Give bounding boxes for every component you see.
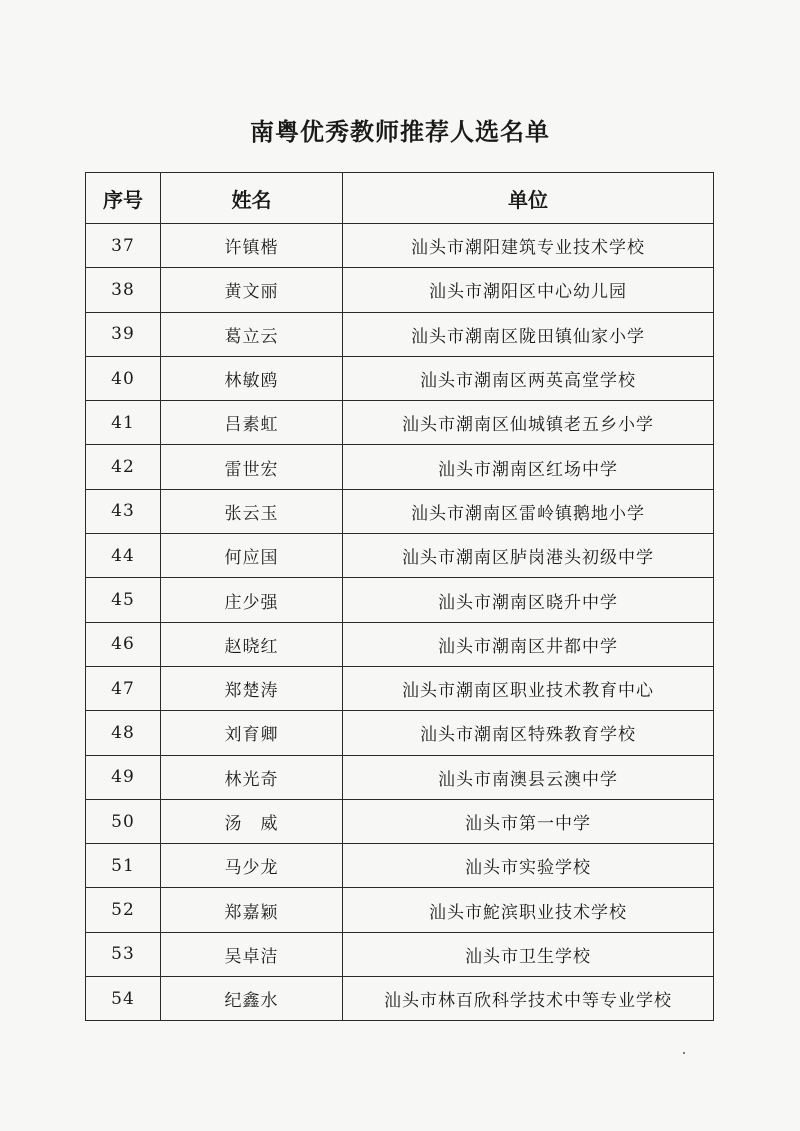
seq-cell: 42 (86, 445, 161, 489)
seq-cell: 54 (86, 977, 161, 1021)
name-cell: 雷世宏 (161, 445, 343, 489)
name-cell: 许镇楷 (161, 224, 343, 268)
unit-cell: 汕头市潮南区红场中学 (343, 445, 714, 489)
seq-cell: 47 (86, 666, 161, 710)
unit-cell: 汕头市潮南区雷岭镇鹅地小学 (343, 489, 714, 533)
table-row (86, 534, 714, 578)
name-cell: 葛立云 (161, 312, 343, 356)
unit-cell: 汕头市林百欣科学技术中等专业学校 (343, 977, 714, 1021)
seq-cell: 38 (86, 268, 161, 312)
table-row (86, 401, 714, 445)
table-row (86, 799, 714, 843)
name-cell: 林敏鸥 (161, 356, 343, 400)
name-cell: 何应国 (161, 534, 343, 578)
name-cell: 郑嘉颖 (161, 888, 343, 932)
unit-cell: 汕头市潮南区两英高堂学校 (343, 356, 714, 400)
unit-cell: 汕头市实验学校 (343, 844, 714, 888)
header-unit: 单位 (343, 173, 714, 224)
seq-cell: 51 (86, 844, 161, 888)
seq-cell: 52 (86, 888, 161, 932)
name-cell: 刘育卿 (161, 711, 343, 755)
name-cell: 林光奇 (161, 755, 343, 799)
name-cell: 黄文丽 (161, 268, 343, 312)
unit-cell: 汕头市南澳县云澳中学 (343, 755, 714, 799)
seq-cell: 37 (86, 224, 161, 268)
table-row (86, 666, 714, 710)
table-body (86, 224, 714, 1021)
unit-cell: 汕头市卫生学校 (343, 932, 714, 976)
page-title: 南粤优秀教师推荐人选名单 (250, 117, 550, 146)
name-cell: 赵晓红 (161, 622, 343, 666)
unit-cell: 汕头市潮阳区中心幼儿园 (343, 268, 714, 312)
seq-cell: 48 (86, 711, 161, 755)
table-row (86, 578, 714, 622)
table-row (86, 888, 714, 932)
table-row (86, 844, 714, 888)
unit-cell: 汕头市潮南区晓升中学 (343, 578, 714, 622)
table-header-row (86, 173, 714, 224)
table-row (86, 622, 714, 666)
table-row (86, 977, 714, 1021)
name-cell: 郑楚涛 (161, 666, 343, 710)
unit-cell: 汕头市潮南区井都中学 (343, 622, 714, 666)
unit-cell: 汕头市潮南区特殊教育学校 (343, 711, 714, 755)
unit-cell: 汕头市第一中学 (343, 799, 714, 843)
seq-cell: 41 (86, 401, 161, 445)
scan-speck (683, 1052, 685, 1054)
name-cell: 吕素虹 (161, 401, 343, 445)
table-row (86, 224, 714, 268)
unit-cell: 汕头市鮀滨职业技术学校 (343, 888, 714, 932)
table-row (86, 489, 714, 533)
name-cell: 张云玉 (161, 489, 343, 533)
seq-cell: 44 (86, 534, 161, 578)
seq-cell: 46 (86, 622, 161, 666)
nominee-table (85, 172, 714, 1021)
unit-cell: 汕头市潮南区胪岗港头初级中学 (343, 534, 714, 578)
table-row (86, 445, 714, 489)
seq-cell: 45 (86, 578, 161, 622)
header-name: 姓名 (161, 173, 343, 224)
unit-cell: 汕头市潮阳建筑专业技术学校 (343, 224, 714, 268)
table-row (86, 711, 714, 755)
table-row (86, 755, 714, 799)
unit-cell: 汕头市潮南区仙城镇老五乡小学 (343, 401, 714, 445)
table-row (86, 356, 714, 400)
name-cell: 吴卓洁 (161, 932, 343, 976)
unit-cell: 汕头市潮南区陇田镇仙家小学 (343, 312, 714, 356)
name-cell: 庄少强 (161, 578, 343, 622)
name-cell: 纪鑫水 (161, 977, 343, 1021)
seq-cell: 39 (86, 312, 161, 356)
name-cell: 汤 威 (161, 799, 343, 843)
table-row (86, 932, 714, 976)
seq-cell: 50 (86, 799, 161, 843)
seq-cell: 49 (86, 755, 161, 799)
seq-cell: 40 (86, 356, 161, 400)
table-row (86, 268, 714, 312)
table-row (86, 312, 714, 356)
name-cell: 马少龙 (161, 844, 343, 888)
seq-cell: 43 (86, 489, 161, 533)
unit-cell: 汕头市潮南区职业技术教育中心 (343, 666, 714, 710)
header-seq: 序号 (86, 173, 161, 224)
seq-cell: 53 (86, 932, 161, 976)
